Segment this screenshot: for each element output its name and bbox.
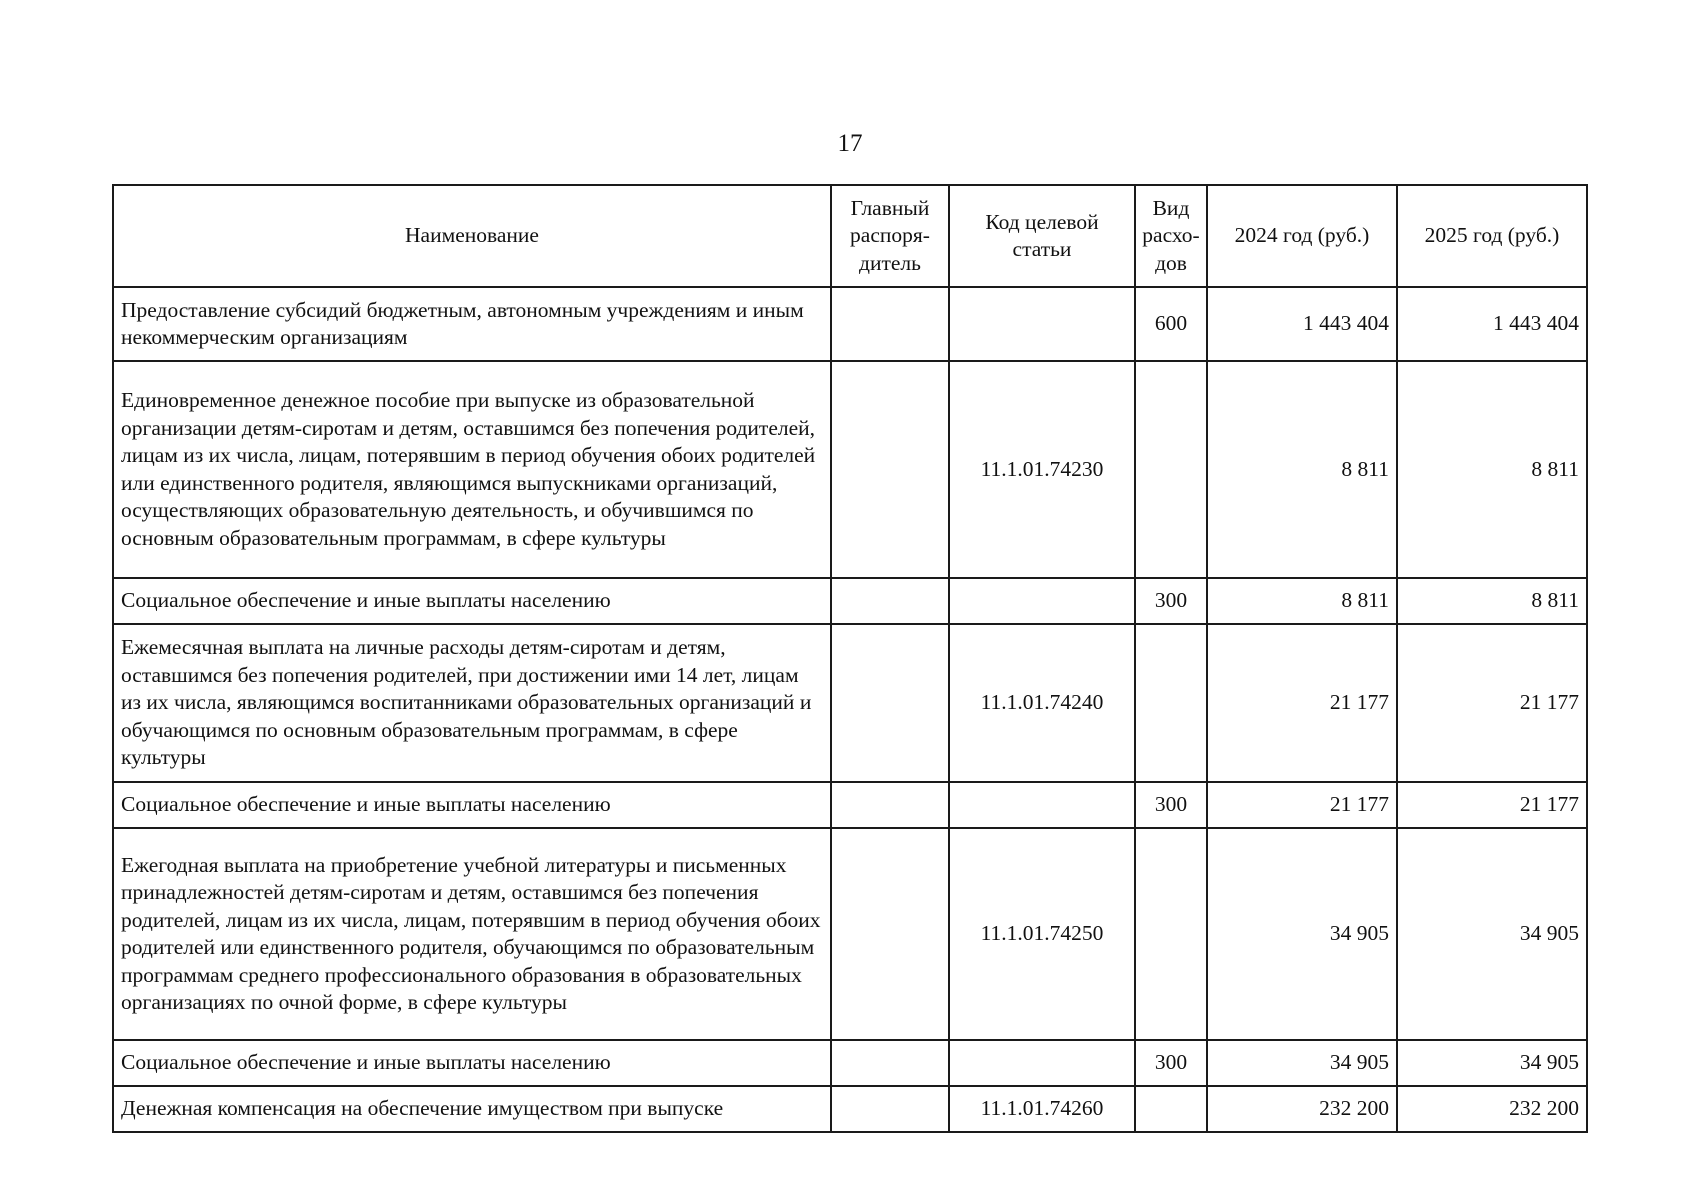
row-name: Денежная компенсация на обеспечение имуществом при выпуске — [113, 1086, 831, 1132]
row-code: 11.1.01.74260 — [949, 1086, 1135, 1132]
row-manager — [831, 361, 949, 578]
table-row — [113, 782, 1587, 828]
row-manager — [831, 828, 949, 1040]
row-year-2025: 21 177 — [1397, 782, 1587, 828]
row-year-2024: 21 177 — [1207, 624, 1397, 782]
header-manager: Главный распоря-дитель — [831, 185, 949, 287]
row-code — [949, 1040, 1135, 1086]
header-name: Наименование — [113, 185, 831, 287]
row-manager — [831, 287, 949, 361]
row-year-2024: 34 905 — [1207, 828, 1397, 1040]
row-name: Социальное обеспечение и иные выплаты населению — [113, 1040, 831, 1086]
row-expense-type: 600 — [1135, 287, 1207, 361]
row-manager — [831, 1086, 949, 1132]
header-code: Код целевой статьи — [949, 185, 1135, 287]
header-year-2025: 2025 год (руб.) — [1397, 185, 1587, 287]
row-code — [949, 578, 1135, 624]
row-code: 11.1.01.74250 — [949, 828, 1135, 1040]
row-expense-type — [1135, 828, 1207, 1040]
table-row — [113, 828, 1587, 1040]
row-code — [949, 287, 1135, 361]
row-year-2025: 232 200 — [1397, 1086, 1587, 1132]
row-expense-type: 300 — [1135, 1040, 1207, 1086]
row-expense-type: 300 — [1135, 578, 1207, 624]
row-year-2025: 8 811 — [1397, 361, 1587, 578]
row-code: 11.1.01.74240 — [949, 624, 1135, 782]
row-year-2024: 8 811 — [1207, 578, 1397, 624]
row-code — [949, 782, 1135, 828]
table-row — [113, 1040, 1587, 1086]
row-manager — [831, 624, 949, 782]
row-name: Предоставление субсидий бюджетным, автономным учреждениям и иным некоммерческим организациям — [113, 287, 831, 361]
budget-table — [112, 184, 1588, 1133]
row-year-2025: 21 177 — [1397, 624, 1587, 782]
table-row — [113, 624, 1587, 782]
row-manager — [831, 578, 949, 624]
row-name: Социальное обеспечение и иные выплаты населению — [113, 782, 831, 828]
row-year-2024: 232 200 — [1207, 1086, 1397, 1132]
row-code: 11.1.01.74230 — [949, 361, 1135, 578]
row-name: Социальное обеспечение и иные выплаты населению — [113, 578, 831, 624]
table-row — [113, 578, 1587, 624]
row-year-2024: 1 443 404 — [1207, 287, 1397, 361]
row-year-2025: 34 905 — [1397, 828, 1587, 1040]
row-year-2024: 21 177 — [1207, 782, 1397, 828]
row-manager — [831, 1040, 949, 1086]
row-year-2025: 34 905 — [1397, 1040, 1587, 1086]
header-year-2024: 2024 год (руб.) — [1207, 185, 1397, 287]
table-row — [113, 361, 1587, 578]
row-year-2024: 8 811 — [1207, 361, 1397, 578]
table-header-row — [113, 185, 1587, 287]
header-expense-type: Вид расхо-дов — [1135, 185, 1207, 287]
row-expense-type: 300 — [1135, 782, 1207, 828]
row-year-2025: 1 443 404 — [1397, 287, 1587, 361]
row-name: Ежегодная выплата на приобретение учебной литературы и письменных принадлежностей детям-сиротам и детям, оставшимся без попечения родителей, лицам из их числа, лицам, потерявшим в период обучения обоих родителей или единственного родителя, обучающимся по образовательным программам среднего профессионального образования в образовательных организациях по очной форме, в сфере культуры — [113, 828, 831, 1040]
table-row — [113, 287, 1587, 361]
row-expense-type — [1135, 624, 1207, 782]
row-expense-type — [1135, 1086, 1207, 1132]
row-year-2024: 34 905 — [1207, 1040, 1397, 1086]
table-row — [113, 1086, 1587, 1132]
page-number: 17 — [837, 130, 863, 157]
row-name: Ежемесячная выплата на личные расходы детям-сиротам и детям, оставшимся без попечения родителей, при достижении ими 14 лет, лицам из их числа, являющимся воспитанниками образовательных организаций и обучающимся по основным образовательным программам, в сфере культуры — [113, 624, 831, 782]
row-year-2025: 8 811 — [1397, 578, 1587, 624]
row-name: Единовременное денежное пособие при выпуске из образовательной организации детям-сиротам и детям, оставшимся без попечения родителей, лицам из их числа, лицам, потерявшим в период обучения обоих родителей или единственного родителя, являющимся выпускниками организаций, осуществляющих образовательную деятельность, и обучившимся по основным образовательным программам, в сфере культуры — [113, 361, 831, 578]
row-manager — [831, 782, 949, 828]
row-expense-type — [1135, 361, 1207, 578]
